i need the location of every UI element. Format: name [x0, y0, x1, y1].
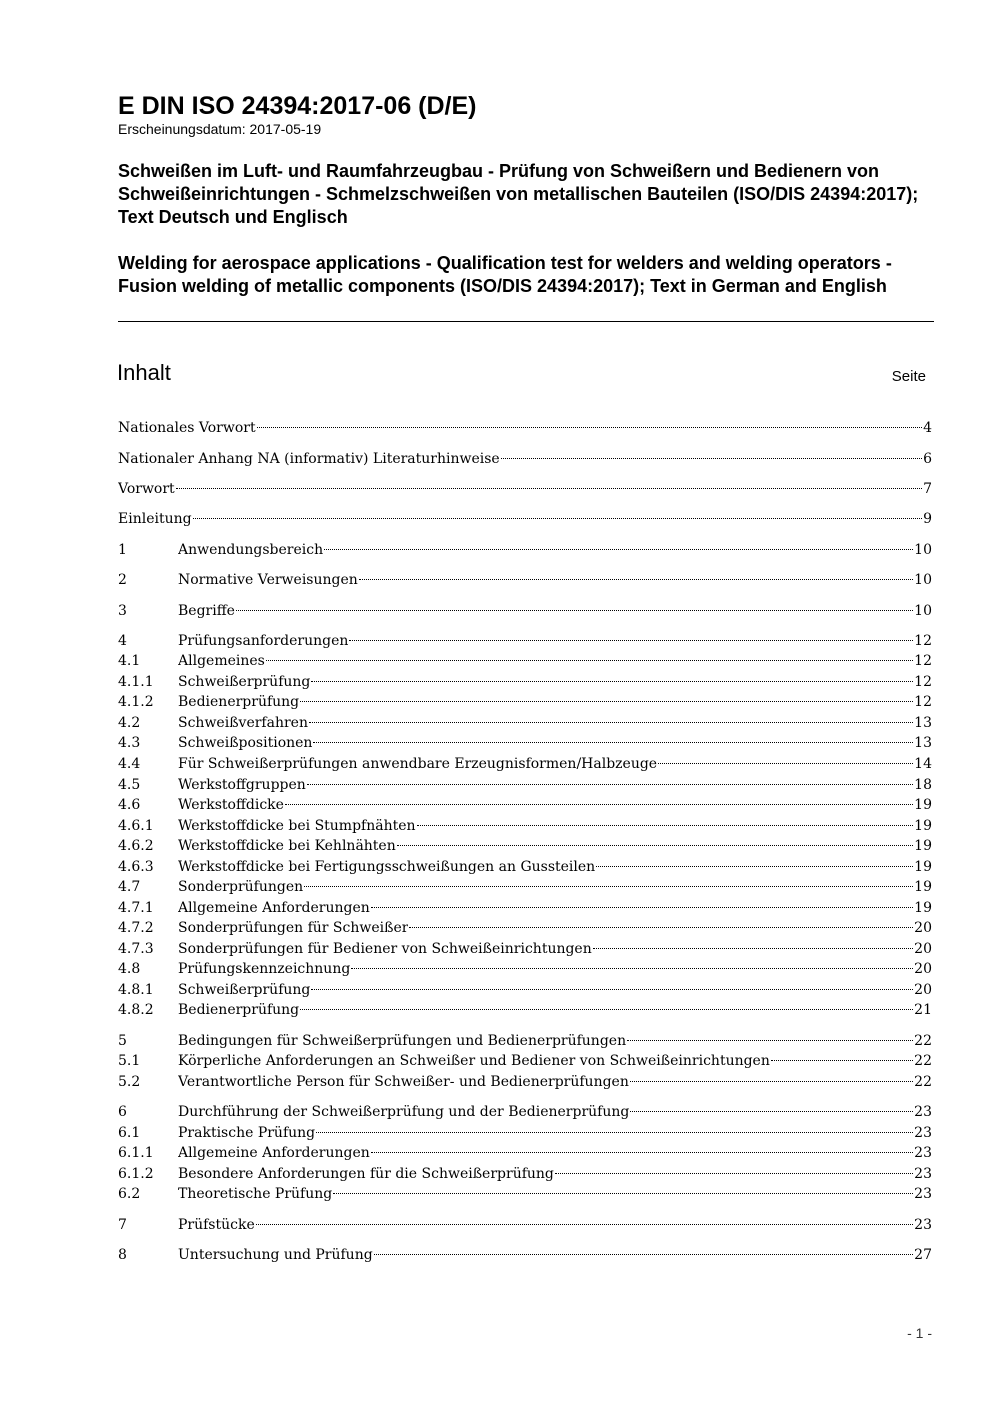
toc-entry-title: Sonderprüfungen für Bediener von Schweißeinrichtungen [178, 941, 592, 957]
toc-entry[interactable] [118, 418, 932, 438]
toc-entry-title: Bedienerprüfung [178, 1002, 300, 1018]
toc-entry-number: 4.1.1 [118, 674, 154, 690]
toc-entry[interactable] [118, 1143, 932, 1163]
toc-entry-title: Werkstoffdicke bei Kehlnähten [178, 838, 396, 854]
toc-entry-page: 20 [914, 961, 932, 977]
toc-dot-leader [630, 1081, 913, 1082]
toc-entry[interactable] [118, 1072, 932, 1092]
toc-dot-leader [658, 763, 913, 764]
toc-entry-page: 22 [914, 1033, 932, 1049]
toc-entry-number: 6.2 [118, 1186, 141, 1202]
toc-entry-page: 13 [914, 715, 932, 731]
toc-entry-page: 9 [923, 511, 932, 527]
toc-dot-leader [627, 1040, 913, 1041]
toc-entry-number: 4.7 [118, 879, 141, 895]
toc-dot-leader [771, 1060, 913, 1061]
toc-entry[interactable] [118, 509, 932, 529]
toc-entry-page: 12 [914, 633, 932, 649]
toc-entry-page: 12 [914, 694, 932, 710]
toc-entry[interactable] [118, 1000, 932, 1020]
toc-entry-number: 4 [118, 633, 127, 649]
toc-entry-number: 4.6.2 [118, 838, 154, 854]
toc-entry[interactable] [118, 1123, 932, 1143]
toc-entry-title: Allgemeine Anforderungen [178, 900, 370, 916]
toc-entry[interactable] [118, 570, 932, 590]
toc-entry-title: Werkstoffgruppen [178, 777, 306, 793]
toc-dot-leader [417, 825, 914, 826]
toc-entry-title: Theoretische Prüfung [178, 1186, 333, 1202]
toc-entry-number: 4.7.2 [118, 920, 154, 936]
toc-entry-number: 4.1.2 [118, 694, 154, 710]
toc-dot-leader [257, 427, 923, 428]
toc-entry[interactable] [118, 836, 932, 856]
toc-entry[interactable] [118, 1245, 932, 1265]
toc-entry-title: Werkstoffdicke bei Stumpfnähten [178, 818, 416, 834]
toc-entry[interactable] [118, 959, 932, 979]
toc-entry-page: 10 [914, 603, 932, 619]
toc-entry-page: 19 [914, 879, 932, 895]
toc-dot-leader [501, 458, 922, 459]
toc-entry[interactable] [118, 795, 932, 815]
toc-entry[interactable] [118, 540, 932, 560]
toc-entry[interactable] [118, 601, 932, 621]
toc-dot-leader [374, 1254, 913, 1255]
toc-dot-leader [193, 518, 923, 519]
toc-entry-number: 5 [118, 1033, 127, 1049]
toc-entry-number: 1 [118, 542, 127, 558]
toc-entry[interactable] [118, 1184, 932, 1204]
toc-dot-leader [236, 610, 913, 611]
toc-entry[interactable] [118, 816, 932, 836]
toc-entry-page: 23 [914, 1125, 932, 1141]
toc-entry-title: Durchführung der Schweißerprüfung und der Bedienerprüfung [178, 1104, 630, 1120]
toc-entry-number: 4.5 [118, 777, 141, 793]
toc-dot-leader [349, 640, 913, 641]
toc-entry[interactable] [118, 449, 932, 469]
toc-entry-number: 4.6.1 [118, 818, 154, 834]
toc-entry-title: Einleitung [118, 511, 192, 527]
toc-dot-leader [176, 488, 922, 489]
toc-entry[interactable] [118, 692, 932, 712]
toc-dot-leader [316, 1132, 913, 1133]
toc-dot-leader [309, 722, 913, 723]
toc-entry-page: 20 [914, 920, 932, 936]
toc-entry-number: 4.6 [118, 797, 141, 813]
toc-entry-number: 4.7.3 [118, 941, 154, 957]
toc-entry[interactable] [118, 672, 932, 692]
toc-entry-number: 4.6.3 [118, 859, 154, 875]
toc-entry-number: 6 [118, 1104, 127, 1120]
toc-dot-leader [397, 845, 913, 846]
toc-entry-title: Praktische Prüfung [178, 1125, 316, 1141]
toc-entry-number: 6.1 [118, 1125, 141, 1141]
toc-entry-page: 6 [923, 451, 932, 467]
toc-entry-page: 20 [914, 982, 932, 998]
toc-entry-number: 4.4 [118, 756, 141, 772]
toc-dot-leader [555, 1173, 913, 1174]
toc-dot-leader [304, 886, 913, 887]
toc-dot-leader [371, 907, 913, 908]
toc-entry-page: 20 [914, 941, 932, 957]
toc-entry[interactable] [118, 1051, 932, 1071]
toc-entry-number: 6.1.2 [118, 1166, 154, 1182]
toc-entry-title: Werkstoffdicke bei Fertigungsschweißungen an Gussteilen [178, 859, 596, 875]
toc-entry-page: 7 [923, 481, 932, 497]
title-german: Schweißen im Luft- und Raumfahrzeugbau - Prüfung von Schweißern und Bedienern von Schweißeinrichtungen - Schmelzschweißen von metallischen Bauteilen (ISO/DIS 24394:2017); Text Deutsch und Englisch [118, 161, 919, 227]
toc-dot-leader [324, 549, 913, 550]
toc-entry-page: 21 [914, 1002, 932, 1018]
toc-entry-number: 2 [118, 572, 127, 588]
toc-entry-page: 23 [914, 1145, 932, 1161]
toc-entry-title: Werkstoffdicke [178, 797, 284, 813]
toc-dot-leader [311, 989, 913, 990]
toc-dot-leader [409, 927, 913, 928]
toc-entry-title: Prüfstücke [178, 1217, 255, 1233]
toc-entry-title: Körperliche Anforderungen an Schweißer und Bediener von Schweißeinrichtungen [178, 1053, 770, 1069]
toc-entry-title: Normative Verweisungen [178, 572, 358, 588]
toc-dot-leader [593, 948, 913, 949]
toc-dot-leader [359, 579, 913, 580]
toc-dot-leader [307, 784, 913, 785]
toc-entry-page: 23 [914, 1217, 932, 1233]
toc-entry[interactable] [118, 918, 932, 938]
toc-entry-title: Prüfungskennzeichnung [178, 961, 351, 977]
toc-entry-page: 23 [914, 1104, 932, 1120]
toc-dot-leader [333, 1193, 913, 1194]
toc-entry-title: Sonderprüfungen für Schweißer [178, 920, 409, 936]
toc-entry-title: Schweißpositionen [178, 735, 313, 751]
toc-entry-number: 4.8.1 [118, 982, 154, 998]
toc-entry-page: 14 [914, 756, 932, 772]
toc-entry[interactable] [118, 939, 932, 959]
toc-entry-page: 10 [914, 572, 932, 588]
toc-entry-number: 4.8.2 [118, 1002, 154, 1018]
toc-entry-title: Begriffe [178, 603, 235, 619]
toc-entry[interactable] [118, 631, 932, 651]
toc-entry[interactable] [118, 1215, 932, 1235]
toc-heading: Inhalt [117, 360, 171, 385]
toc-entry-title: Bedienerprüfung [178, 694, 300, 710]
toc-entry-title: Für Schweißerprüfungen anwendbare Erzeugnisformen/Halbzeuge [178, 756, 658, 772]
toc-entry-title: Verantwortliche Person für Schweißer- und Bedienerprüfungen [178, 1074, 629, 1090]
toc-entry-page: 22 [914, 1074, 932, 1090]
toc-entry-title: Prüfungsanforderungen [178, 633, 349, 649]
title-english: Welding for aerospace applications - Qualification test for welders and welding operators - Fusion welding of metallic components (ISO/DIS 24394:2017); Text in German and English [118, 253, 892, 296]
toc-entry[interactable] [118, 733, 932, 753]
toc-entry-title: Nationaler Anhang NA (informativ) Literaturhinweise [118, 451, 500, 467]
toc-entry-title: Schweißerprüfung [178, 982, 311, 998]
toc-entry-number: 3 [118, 603, 127, 619]
toc-entry-number: 7 [118, 1217, 127, 1233]
toc-entry[interactable] [118, 980, 932, 1000]
release-date: Erscheinungsdatum: 2017-05-19 [118, 121, 322, 137]
toc-entry-page: 4 [923, 420, 932, 436]
toc-entry[interactable] [118, 898, 932, 918]
toc-dot-leader [256, 1224, 913, 1225]
toc-entry-title: Sonderprüfungen [178, 879, 304, 895]
toc-entry-page: 13 [914, 735, 932, 751]
toc-entry-title: Allgemeine Anforderungen [178, 1145, 370, 1161]
toc-entry-title: Untersuchung und Prüfung [178, 1247, 373, 1263]
toc-entry-title: Besondere Anforderungen für die Schweißerprüfung [178, 1166, 554, 1182]
document-id: E DIN ISO 24394:2017-06 (D/E) [118, 92, 477, 120]
toc-entry-number: 4.7.1 [118, 900, 154, 916]
toc-entry-title: Schweißerprüfung [178, 674, 311, 690]
toc-entry-page: 22 [914, 1053, 932, 1069]
toc-entry-number: 4.8 [118, 961, 141, 977]
toc-dot-leader [285, 804, 913, 805]
toc-entry-number: 4.3 [118, 735, 141, 751]
toc-entry-page: 12 [914, 653, 932, 669]
toc-entry[interactable] [118, 754, 932, 774]
toc-entry-number: 8 [118, 1247, 127, 1263]
toc-entry[interactable] [118, 1102, 932, 1122]
toc-entry-page: 19 [914, 797, 932, 813]
toc-dot-leader [371, 1152, 913, 1153]
toc-entry[interactable] [118, 479, 932, 499]
toc-entry-number: 5.2 [118, 1074, 141, 1090]
toc-entry-page: 19 [914, 859, 932, 875]
toc-entry-page: 23 [914, 1186, 932, 1202]
toc-entry[interactable] [118, 775, 932, 795]
toc-entry-page: 19 [914, 900, 932, 916]
toc-entry-number: 5.1 [118, 1053, 141, 1069]
toc-entry-number: 4.2 [118, 715, 141, 731]
toc-entry-title: Nationales Vorwort [118, 420, 256, 436]
toc-entry-page: 19 [914, 818, 932, 834]
toc-entry[interactable] [118, 1164, 932, 1184]
toc-entry-page: 23 [914, 1166, 932, 1182]
toc-dot-leader [313, 742, 913, 743]
toc-entry-title: Allgemeines [178, 653, 265, 669]
page-number: - 1 - [907, 1325, 932, 1341]
toc-dot-leader [266, 660, 913, 661]
toc-entry[interactable] [118, 1031, 932, 1051]
toc-dot-leader [311, 681, 913, 682]
toc-dot-leader [630, 1111, 913, 1112]
toc-entry-title: Schweißverfahren [178, 715, 308, 731]
toc-entry-page: 19 [914, 838, 932, 854]
toc-dot-leader [300, 701, 913, 702]
toc-entry-title: Anwendungsbereich [178, 542, 324, 558]
toc-entry[interactable] [118, 857, 932, 877]
toc-dot-leader [300, 1009, 913, 1010]
title-divider [118, 321, 934, 322]
toc-entry-page: 18 [914, 777, 932, 793]
toc-entry-title: Vorwort [118, 481, 175, 497]
toc-entry[interactable] [118, 651, 932, 671]
toc-entry-number: 6.1.1 [118, 1145, 154, 1161]
toc-entry-page: 27 [914, 1247, 932, 1263]
toc-entry-page: 10 [914, 542, 932, 558]
toc-entry[interactable] [118, 877, 932, 897]
toc-entry-page: 12 [914, 674, 932, 690]
toc-dot-leader [596, 866, 913, 867]
toc-entry-title: Bedingungen für Schweißerprüfungen und Bedienerprüfungen [178, 1033, 627, 1049]
toc-entry[interactable] [118, 713, 932, 733]
toc-page-column-label: Seite [891, 368, 926, 385]
toc-entry-number: 4.1 [118, 653, 141, 669]
toc-dot-leader [351, 968, 913, 969]
